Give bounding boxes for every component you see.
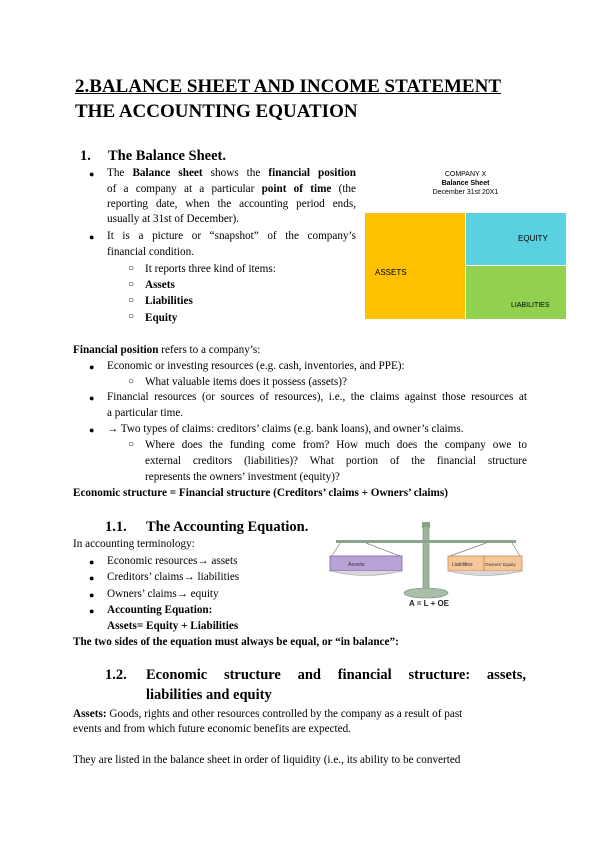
liquidity-line: They are listed in the balance sheet in order of liquidity (i.e., its ability to be converted: [73, 754, 461, 766]
fp-bullet2-line2: a particular time.: [107, 407, 184, 419]
circle-bullet-icon: ○: [128, 295, 135, 306]
bs-bullet1-line2: of a company at a particular point of time (the: [107, 183, 356, 195]
fp-bullet1: Economic or investing resources (e.g. cash, inventories, and PPE):: [107, 360, 405, 372]
bullet-icon: ●: [89, 232, 95, 242]
bullet-icon: ●: [89, 590, 95, 600]
fp-intro: Financial position refers to a company’s:: [73, 344, 261, 356]
equity-block: [466, 213, 566, 265]
bullet-icon: ●: [89, 362, 95, 372]
figure-title: Balance Sheet: [441, 180, 490, 187]
ae-bullet4: Accounting Equation:: [107, 604, 213, 616]
ae-bullet2: Creditors’ claims→ liabilities: [107, 571, 240, 583]
scale-liabilities-label: Liabilities: [452, 562, 473, 568]
equity-label: EQUITY: [518, 234, 548, 243]
fp-bullet3-sub-line3: represents the owners’ investment (equity)?: [145, 471, 340, 483]
ae-intro: In accounting terminology:: [73, 538, 195, 550]
assets-block: [365, 213, 465, 319]
ae-equation: Assets= Equity + Liabilities: [107, 620, 239, 632]
ae-bullet3: Owners’ claims→ equity: [107, 588, 219, 600]
assets-label: ASSETS: [375, 268, 407, 277]
liabilities-label: LIABILITIES: [511, 302, 550, 309]
sub-equity: Equity: [145, 312, 178, 324]
scale-equity-label: Owners' Equity: [485, 562, 516, 567]
circle-bullet-icon: ○: [128, 439, 135, 450]
structure-equation: Economic structure = Financial structure (Creditors’ claims + Owners’ claims): [73, 487, 448, 499]
bullet-icon: ●: [89, 606, 95, 616]
assets-pan: [330, 556, 402, 571]
section11-heading: The Accounting Equation.: [146, 519, 309, 535]
fp-bullet3-sub-line2: external creditors (liabilities)? What portion of the financial structure: [145, 455, 527, 467]
bullet-icon: ●: [89, 169, 95, 179]
circle-bullet-icon: ○: [128, 279, 135, 290]
liabilities-block: [466, 266, 566, 319]
section12-heading-line2: liabilities and equity: [146, 687, 272, 703]
section12-heading-line1: Economic structure and financial structure: assets,: [146, 667, 526, 683]
sub-assets: Assets: [145, 279, 175, 291]
bullet-icon: ●: [89, 557, 95, 567]
title-line1: 2.BALANCE SHEET AND INCOME STATEMENT: [75, 76, 501, 97]
circle-bullet-icon: ○: [128, 263, 135, 274]
bs-bullet1-line1: The Balance sheet shows the financial position: [107, 167, 356, 179]
sub-intro: It reports three kind of items:: [145, 263, 276, 275]
bullet-icon: ●: [89, 425, 95, 435]
assets-definition-line2: events and from which future economic benefits are expected.: [73, 723, 352, 735]
ae-bullet1: Economic resources→ assets: [107, 555, 238, 567]
scale-assets-label: Assets: [348, 562, 365, 568]
assets-definition-line1: Assets: Goods, rights and other resources controlled by the company as a result of past: [73, 708, 463, 720]
fp-bullet1-sub: What valuable items does it possess (assets)?: [145, 376, 347, 388]
section1-heading: The Balance Sheet.: [108, 148, 227, 164]
ae-balance-note: The two sides of the equation must always be equal, or “in balance”:: [73, 636, 399, 648]
bs-bullet2-line1: It is a picture or “snapshot” of the company’s: [107, 230, 356, 242]
figure-company: COMPANY X: [444, 171, 487, 178]
bs-bullet1-line4: usually at 31st of December).: [107, 213, 240, 225]
circle-bullet-icon: ○: [128, 376, 135, 387]
scale-beam: [336, 540, 516, 543]
section11-number: 1.1.: [105, 519, 127, 535]
fp-bullet2-line1: Financial resources (or sources of resources), i.e., the claims against those resources at: [107, 391, 527, 403]
scale-base: [404, 588, 448, 598]
scale-pillar: [423, 526, 429, 592]
title-line2: THE ACCOUNTING EQUATION: [75, 101, 358, 122]
scale-formula: A = L + OE: [409, 599, 450, 608]
bs-bullet2-line2: financial condition.: [107, 246, 194, 258]
bullet-icon: ●: [89, 393, 95, 403]
fp-bullet3: → Two types of claims: creditors’ claims (e.g. bank loans), and owner’s claims.: [107, 423, 464, 435]
balance-sheet-figure: [365, 166, 566, 319]
bs-bullet1-line3: reporting date, when the accounting period ends,: [107, 198, 356, 210]
section1-number: 1.: [80, 148, 91, 164]
bullet-icon: ●: [89, 573, 95, 583]
figure-date: December 31st 20X1: [432, 189, 499, 196]
sub-liabilities: Liabilities: [145, 295, 193, 307]
balance-scale-figure: [326, 518, 526, 610]
circle-bullet-icon: ○: [128, 311, 135, 322]
section12-number: 1.2.: [105, 667, 127, 683]
fp-bullet3-sub-line1: Where does the funding come from? How much does the company owe to: [145, 439, 527, 451]
